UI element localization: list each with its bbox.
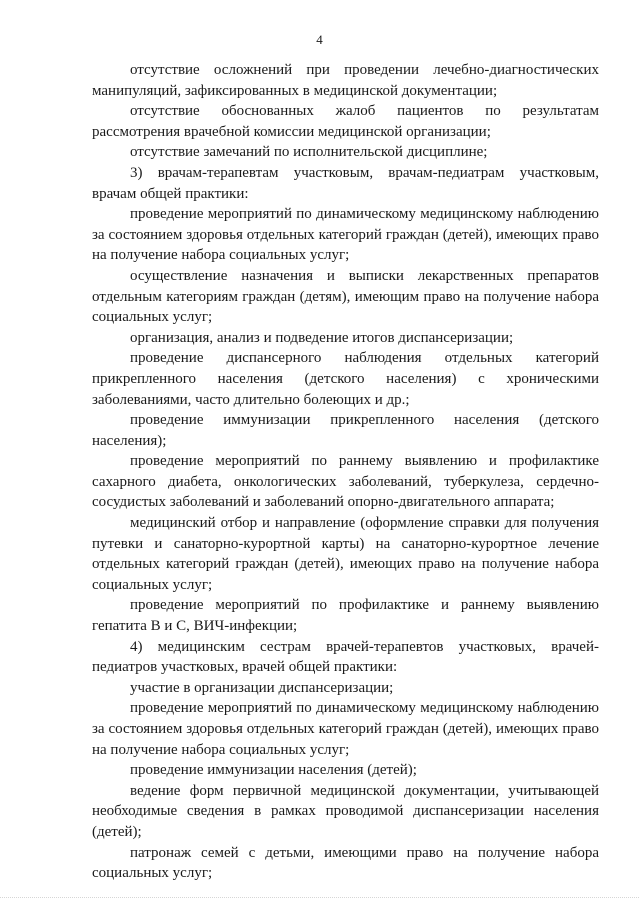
paragraph: 4) медицинским сестрам врачей-терапевтов участковых, врачей-педиатров участковых, врачей общей практики: — [92, 638, 599, 676]
paragraph: медицинский отбор и направление (оформление справки для получения путевки и санаторно-курортной карты) на санаторно-курортное лечение отдельных категорий граждан (детей), имеющих право на получение набора социальных услуг; — [92, 515, 599, 593]
paragraph: проведение мероприятий по профилактике и раннему выявлению гепатита В и С, ВИЧ-инфекции; — [92, 597, 599, 635]
page-number: 4 — [316, 32, 323, 47]
paragraph: отсутствие замечаний по исполнительской дисциплине; — [130, 144, 488, 161]
paragraph: организация, анализ и подведение итогов диспансеризации; — [130, 329, 514, 346]
paragraph: проведение мероприятий по динамическому медицинскому наблюдению за состоянием здоровья отдельных категорий граждан (детей), имеющих право на получение набора социальных услуг; — [92, 206, 599, 264]
paragraph: проведение мероприятий по динамическому медицинскому наблюдению за состоянием здоровья отдельных категорий граждан (детей), имеющих право на получение набора социальных услуг; — [92, 700, 599, 758]
paragraph: проведение диспансерного наблюдения отдельных категорий прикрепленного населения (детского населения) с хроническими заболеваниями, часто длительно болеющих и др.; — [92, 350, 599, 408]
paragraph: осуществление назначения и выписки лекарственных препаратов отдельным категориям граждан (детям), имеющим право на получение набора социальных услуг; — [92, 267, 599, 326]
scan-edge-divider — [0, 894, 639, 898]
paragraph: проведение иммунизации населения (детей); — [130, 762, 417, 779]
paragraph: проведение мероприятий по раннему выявлению и профилактике сахарного диабета, онкологических заболеваний, туберкулеза, сердечно-сосудистых заболеваний и заболеваний опорно-двигательного аппарата; — [92, 453, 599, 511]
paragraph: отсутствие обоснованных жалоб пациентов по результатам рассмотрения врачебной комиссии медицинской организации; — [92, 103, 599, 140]
paragraph: ведение форм первичной медицинской документации, учитывающей необходимые сведения в рамках проводимой диспансеризации населения (детей); — [92, 782, 599, 840]
paragraph: проведение иммунизации прикрепленного населения (детского населения); — [92, 412, 599, 449]
paragraph: 3) врачам-терапевтам участковым, врачам-педиатрам участковым, врачам общей практики: — [92, 164, 599, 202]
paragraph: отсутствие осложнений при проведении лечебно-диагностических манипуляций, зафиксированных в медицинской документации; — [92, 62, 599, 99]
paragraph: патронаж семей с детьми, имеющими право на получение набора социальных услуг; — [92, 844, 599, 882]
paragraph: участие в организации диспансеризации; — [130, 679, 394, 696]
document-body — [92, 60, 599, 884]
